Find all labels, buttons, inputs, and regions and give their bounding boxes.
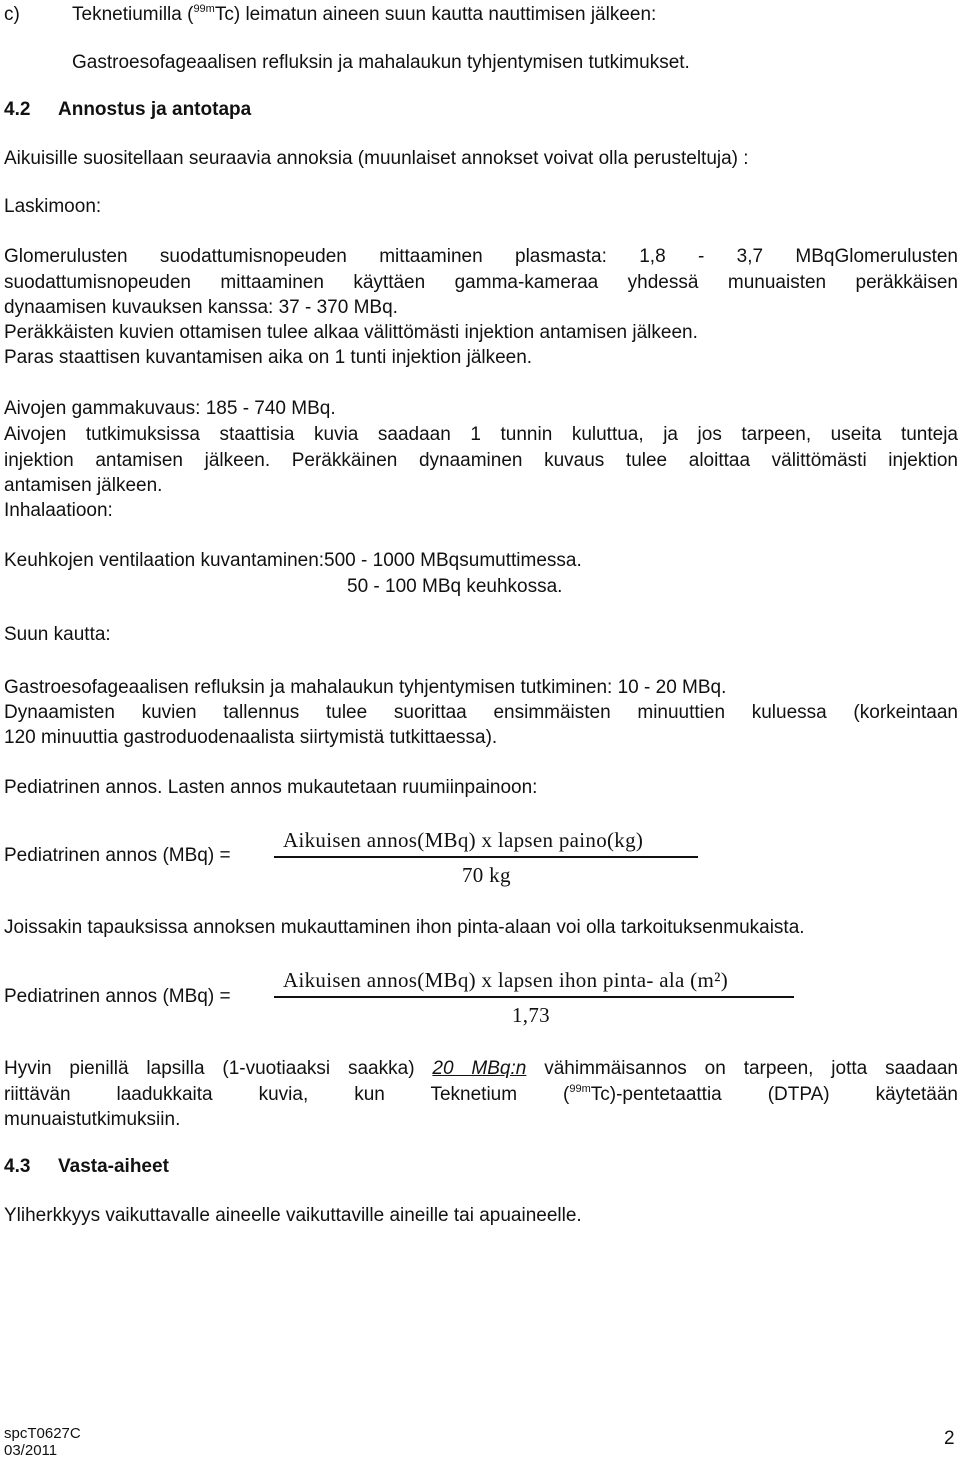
- section-43-title: Vasta-aiheet: [58, 1156, 169, 1177]
- laskimoon-line-2: suodattumisnopeuden mittaaminen käyttäen gamma-kameraa yhdessä munuaisten peräkkäisen: [4, 272, 958, 293]
- formula2-numerator: Aikuisen annos(MBq) x lapsen ihon pinta- ala (m²): [283, 968, 728, 992]
- min-dose-b: vähimmäisannos on tarpeen, jotta saadaan: [544, 1058, 958, 1079]
- pediatric-intro: Pediatrinen annos. Lasten annos mukautetaan ruumiinpainoon:: [4, 777, 538, 798]
- inhalaatio-heading: Inhalaatioon:: [4, 500, 113, 521]
- laskimoon-line-3: dynaamisen kuvauksen kanssa: 37 - 370 MBq.: [4, 297, 398, 318]
- inhalaatio-line-1: Keuhkojen ventilaation kuvantaminen:500 - 1000 MBqsumuttimessa.: [4, 550, 582, 571]
- section-42-title: Annostus ja antotapa: [58, 99, 252, 120]
- formula1-fraction-bar: [274, 856, 698, 858]
- min-dose-line2-pre: riittävän laadukkaita kuvia, kun Teknetium (: [4, 1084, 570, 1105]
- min-dose-line2-post: Tc)-pentetaattia (DTPA) käytetään: [590, 1084, 958, 1105]
- footer-date: 03/2011: [4, 1442, 58, 1459]
- min-dose-line-3: munuaistutkimuksiin.: [4, 1109, 181, 1130]
- suun-line-3: 120 minuuttia gastroduodenaalista siirtymistä tutkittaessa).: [4, 727, 498, 748]
- formula2-label: Pediatrinen annos (MBq) =: [4, 986, 231, 1007]
- formula2-fraction-bar: [274, 996, 794, 998]
- brain-line-2: Aivojen tutkimuksissa staattisia kuvia saadaan 1 tunnin kuluttua, ja jos tarpeen, useita tunteja: [4, 424, 958, 445]
- min-dose-a: Hyvin pienillä lapsilla (1-vuotiaaksi saakka): [4, 1058, 415, 1079]
- isotope-superscript-2: 99m: [569, 1083, 591, 1095]
- isotope-superscript: 99m: [193, 3, 215, 15]
- suun-heading: Suun kautta:: [4, 624, 111, 645]
- brain-line-3: injektion antamisen jälkeen. Peräkkäinen dynaaminen kuvaus tulee aloittaa välittömästi injektion: [4, 450, 958, 471]
- item-c-post: Tc) leimatun aineen suun kautta nauttimisen jälkeen:: [214, 4, 657, 25]
- suun-line-1: Gastroesofageaalisen refluksin ja mahalaukun tyhjentymisen tutkiminen: 10 - 20 MBq.: [4, 677, 727, 698]
- page-number: 2: [944, 1428, 955, 1449]
- section-43-heading: [4, 1156, 169, 1178]
- section-42-heading: [4, 99, 252, 121]
- formula1-label: Pediatrinen annos (MBq) =: [4, 845, 231, 866]
- item-c-text: [72, 4, 656, 26]
- item-c-pre: Teknetiumilla (: [72, 4, 194, 25]
- intro-text: Aikuisille suositellaan seuraavia annoksia (muunlaiset annokset voivat olla perusteltuja) :: [4, 148, 749, 169]
- bsa-note: Joissakin tapauksissa annoksen mukauttaminen ihon pinta-alaan voi olla tarkoituksenmukaista.: [4, 917, 805, 938]
- laskimoon-line-5: Paras staattisen kuvantamisen aika on 1 tunti injektion jälkeen.: [4, 347, 533, 368]
- laskimoon-line-1: Glomerulusten suodattumisnopeuden mittaaminen plasmasta: 1,8 - 3,7 MBqGlomerulusten: [4, 246, 958, 267]
- formula1-denominator: 70 kg: [462, 863, 511, 887]
- brain-line-4: antamisen jälkeen.: [4, 475, 163, 496]
- item-c-line: [4, 3, 657, 26]
- section-43-number: 4.3: [4, 1156, 31, 1177]
- footer-code: spcT0627C: [4, 1425, 81, 1442]
- inhalaatio-line-2: 50 - 100 MBq keuhkossa.: [347, 576, 563, 597]
- min-dose-line-1: [4, 1058, 958, 1080]
- min-dose-underlined: 20 MBq:n: [432, 1058, 527, 1079]
- item-c-line2: Gastroesofageaalisen refluksin ja mahalaukun tyhjentymisen tutkimukset.: [72, 52, 690, 73]
- item-c-label: c): [4, 4, 20, 25]
- min-dose-line-2: [4, 1084, 958, 1106]
- contraindication-text: Yliherkkyys vaikuttavalle aineelle vaikuttaville aineille tai apuaineelle.: [4, 1205, 582, 1226]
- formula1-numerator: Aikuisen annos(MBq) x lapsen paino(kg): [283, 828, 644, 852]
- section-42-number: 4.2: [4, 99, 31, 120]
- laskimoon-heading: Laskimoon:: [4, 196, 102, 217]
- suun-line-2: Dynaamisten kuvien tallennus tulee suorittaa ensimmäisten minuuttien kuluessa (korkeintaan: [4, 702, 958, 723]
- brain-dose-line: Aivojen gammakuvaus: 185 - 740 MBq.: [4, 398, 336, 419]
- formula2-denominator: 1,73: [512, 1003, 550, 1027]
- laskimoon-line-4: Peräkkäisten kuvien ottamisen tulee alkaa välittömästi injektion antamisen jälkeen.: [4, 322, 698, 343]
